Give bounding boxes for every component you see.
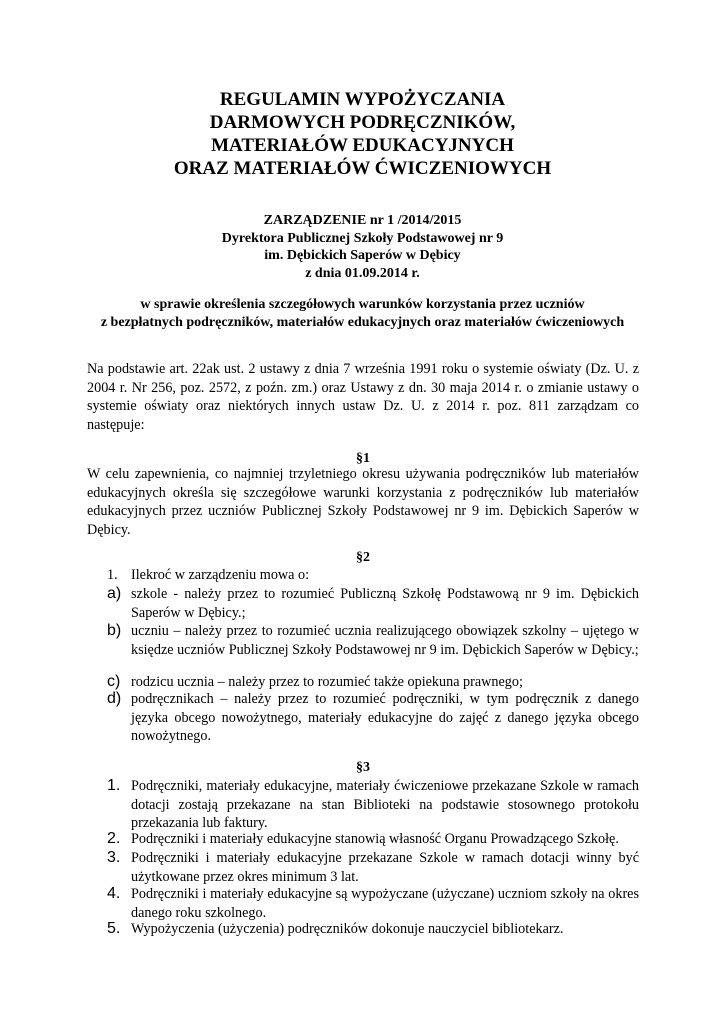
list-marker: 4. xyxy=(107,885,121,902)
list-item xyxy=(107,830,639,849)
list-item xyxy=(107,622,639,659)
list-item-text: Podręczniki i materiały edukacyjne są wypożyczane (użyczane) uczniom szkoły na okres danego roku szkolnego. xyxy=(131,886,639,921)
list-marker: d) xyxy=(107,690,122,707)
list-marker: 5. xyxy=(107,920,121,937)
title-line: MATERIAŁÓW EDUKACYJNYCH xyxy=(211,135,514,156)
section-3-heading: §3 xyxy=(356,760,370,775)
list-item-text: Podręczniki i materiały edukacyjne stanowią własność Organu Prowadzącego Szkołę. xyxy=(131,831,619,847)
list-marker: b) xyxy=(107,622,122,639)
title-line: DARMOWYCH PODRĘCZNIKÓW, xyxy=(209,112,516,133)
list-item xyxy=(107,566,639,585)
title-line: ORAZ MATERIAŁÓW ĆWICZENIOWYCH xyxy=(173,158,552,179)
intro-paragraph: Na podstawie art. 22ak ust. 2 ustawy z dnia 7 września 1991 roku o systemie oświaty (Dz. U. z 2004 r. Nr 256, poz. 2572, z poźn. zm.) oraz Ustawy z dn. 30 maja 2014 r. o zmianie ustawy o systemie oświaty oraz niektórych innych ustaw Dz. U. z 2014 r. poz. 811 zarządzam co następuje: xyxy=(87,361,639,434)
ordinance-date: z dnia 01.09.2014 r. xyxy=(305,265,420,281)
section-2-heading: §2 xyxy=(356,550,370,565)
ordinance-subject xyxy=(40,296,685,332)
section-1-heading: §1 xyxy=(356,451,370,466)
list-item-text: Podręczniki, materiały edukacyjne, materiały ćwiczeniowe przekazane Szkole w ramach dotacji zostają przekazane na stan Biblioteki na podstawie stosownego protokołu przekazania lub faktury. xyxy=(131,778,639,832)
list-item-text: Ilekroć w zarządzeniu mowa o: xyxy=(131,567,310,583)
ordinance-issuer: Dyrektora Publicznej Szkoły Podstawowej nr 9 xyxy=(221,230,504,246)
list-marker: a) xyxy=(107,585,122,602)
list-item xyxy=(107,585,639,622)
document-title xyxy=(60,88,665,180)
list-item xyxy=(107,690,639,746)
list-marker: 1. xyxy=(107,567,118,583)
title-line: REGULAMIN WYPOŻYCZANIA xyxy=(219,89,506,110)
list-item xyxy=(107,673,639,692)
list-marker: c) xyxy=(107,673,121,690)
list-marker: 3. xyxy=(107,849,121,866)
list-item-text: podręcznikach – należy przez to rozumieć podręczniki, w tym podręcznik z danego języka obcego nowożytnego, materiały edukacyjne do zajęć z danego języka obcego nowożytnego. xyxy=(131,691,639,745)
list-item-text: rodzicu ucznia – należy przez to rozumieć także opiekuna prawnego; xyxy=(131,674,523,690)
ordinance-school: im. Dębickich Saperów w Dębicy xyxy=(264,248,461,263)
list-item-text: szkole - należy przez to rozumieć Publiczną Szkołę Podstawową nr 9 im. Dębickich Saperów w Dębicy.; xyxy=(131,586,639,621)
list-item-text: Podręczniki i materiały edukacyjne przekazane Szkole w ramach dotacji winny być użytkowane przez okres minimum 3 lat. xyxy=(131,850,639,885)
list-item-text: Wypożyczenia (użyczenia) podręczników dokonuje nauczyciel bibliotekarz. xyxy=(131,921,564,937)
list-item xyxy=(107,849,639,886)
list-item xyxy=(107,885,639,922)
list-item-text: uczniu – należy przez to rozumieć ucznia realizującego obowiązek szkolny – ujętego w księdze uczniów Publicznej Szkoły Podstawowej nr 9 im. Dębickich Saperów w Dębicy.; xyxy=(131,623,639,658)
subject-line: z bezpłatnych podręczników, materiałów edukacyjnych oraz materiałów ćwiczeniowych xyxy=(100,315,625,330)
section-1-text: W celu zapewnienia, co najmniej trzyletniego okresu używania podręczników lub materiałów edukacyjnych określa się szczegółowe warunki korzystania z podręczników lub materiałów edukacyjnych przez uczniów Publicznej Szkoły Podstawowej nr 9 im. Dębickich Saperów w Dębicy. xyxy=(87,466,639,539)
list-item xyxy=(107,777,639,833)
ordinance-header xyxy=(60,212,665,282)
list-item xyxy=(107,920,639,939)
ordinance-number: ZARZĄDZENIE nr 1 /2014/2015 xyxy=(263,213,462,228)
subject-line: w sprawie określenia szczegółowych warunków korzystania przez uczniów xyxy=(140,297,585,312)
list-marker: 1. xyxy=(107,777,121,794)
list-marker: 2. xyxy=(107,830,121,847)
